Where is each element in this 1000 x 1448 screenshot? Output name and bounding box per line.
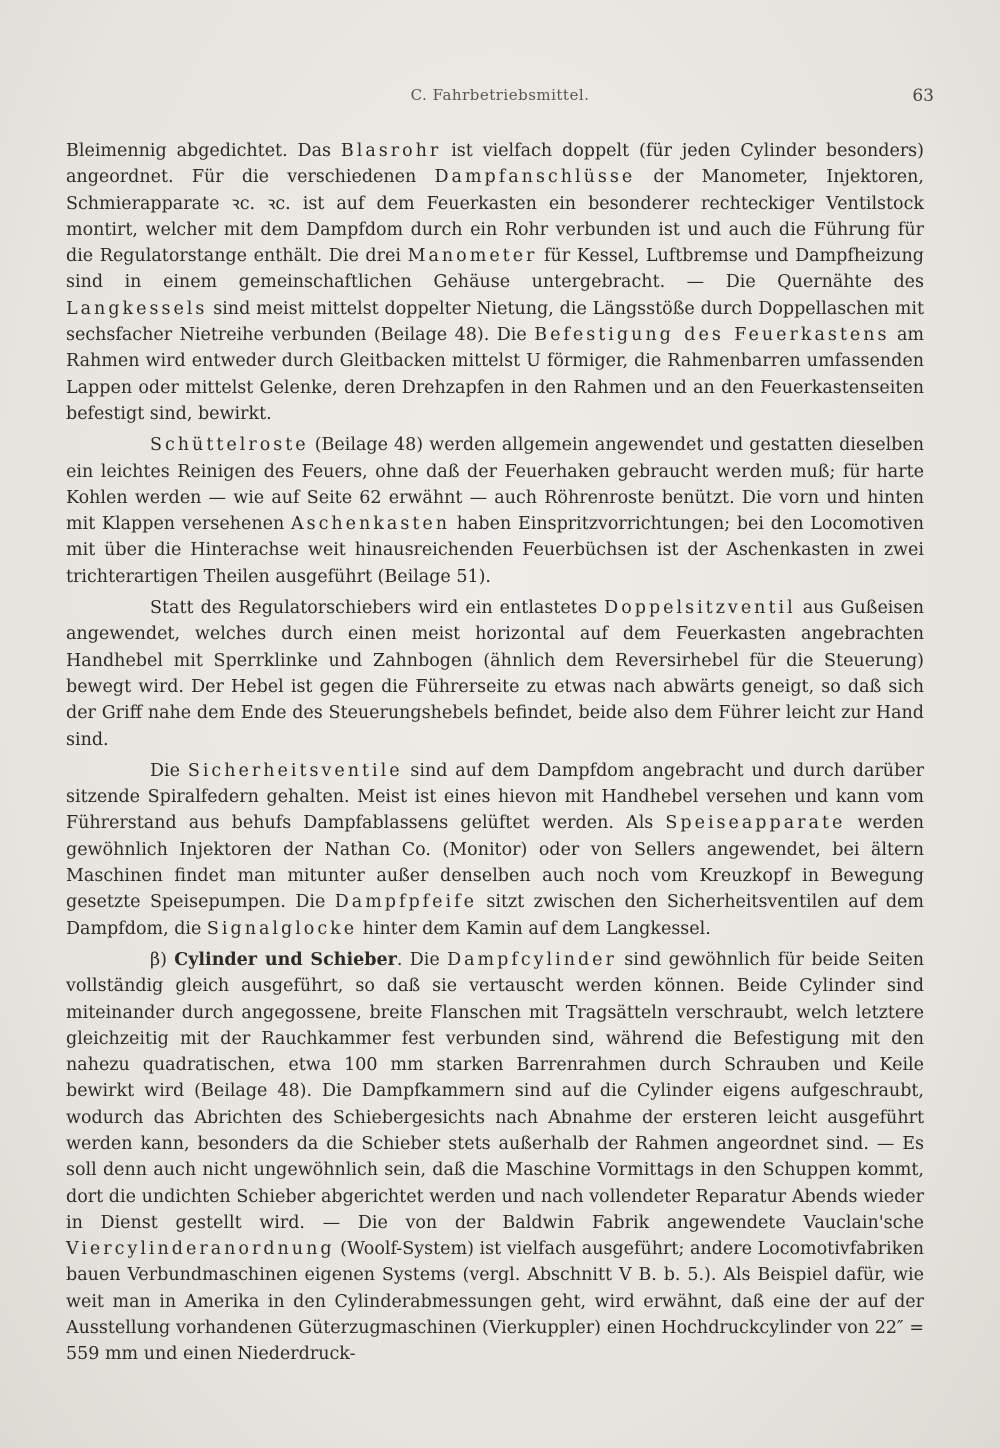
page-number: 63 (912, 86, 934, 106)
text-run: für Kessel, Luftbremse und Dampfheizung sind in einem gemeinschaftlichen Gehäuse untergebracht. — Die Quernähte des (66, 246, 925, 293)
emphasized-term: Speiseapparate (665, 813, 846, 834)
emphasized-term: Befestigung des Feuerkastens (534, 325, 890, 346)
emphasized-term: Doppelsitzventil (604, 598, 796, 619)
paragraph (66, 947, 924, 1368)
paragraph (66, 595, 924, 753)
emphasized-term: Dampfcylinder (447, 949, 617, 970)
emphasized-term: Dampfpfeife (334, 892, 477, 913)
text-run: sind gewöhnlich für beide Seiten vollständig gleich ausgeführt, so daß sie vertauscht werden können. Beide Cylinder sind miteinander durch angegossene, breite Flanschen mit Tragsätteln verschraubt, welch letztere gleichzeitig mit der Rauchkammer fest verbunden sind, während die Befestigung mit den nahezu quadratischen, etwa 100 mm starken Barrenrahmen durch Schrauben und Keile bewirkt wird (Beilage 48). Die Dampfkammern sind auf die Cylinder eigens aufgeschraubt, wodurch das Abrichten des Schiebergesichts nach Abnahme der ersteren leicht ausgeführt werden kann, besonders da die Schieber stets außerhalb der Rahmen angeordnet sind. — Es soll denn auch nicht ungewöhnlich sein, daß die Maschine Vormittags in den Schuppen kommt, dort die undichten Schieber abgerichtet werden und nach vollendeter Reparatur Abends wieder in Dienst gestellt wird. — Die von der Baldwin Fabrik angewendete Vauclain'sche (66, 949, 924, 1233)
text-run: der Manometer, Injektoren, Schmierapparate ꝛc. ꝛc. ist auf dem Feuerkasten ein besonderer rechteckiger Ventilstock montirt, welcher mit dem Dampfdom durch ein Rohr verbunden ist und auch die Führung für die Regulatorstange enthält. Die drei (66, 167, 924, 267)
emphasized-term: Langkessels (66, 298, 208, 319)
text-run: sitzt zwischen den Sicherheitsventilen auf dem Dampfdom, die (66, 892, 924, 939)
emphasized-term: Blasrohr (340, 141, 442, 161)
emphasized-term: Dampfanschlüsse (434, 167, 636, 188)
text-run: sind meist mittelst doppelter Nietung, die Längsstöße durch Doppellaschen mit sechsfacher Nietreihe verbunden (Beilage 48). Die (66, 298, 924, 346)
text-run: (Beilage 48) werden allgemein angewendet und gestatten dieselben ein leichtes Reinigen des Feuers, ohne daß der Feuerhaken gebraucht werden muß; für harte Kohlen werden — wie auf Seite 62 erwähnt — auch Röhrenroste benützt. Die vorn und hinten mit Klappen versehenen (66, 435, 924, 535)
text-run: werden gewöhnlich Injektoren der Nathan Co. (Monitor) oder von Sellers angewendet, bei ältern Maschinen findet man mitunter außer denselben auch noch vom Kreuzkopf in Bewegung gesetzte Speisepumpen. Die (66, 813, 924, 913)
emphasized-term: Schüttelroste (150, 435, 309, 456)
text-run: Die (150, 760, 188, 781)
section-heading: Cylinder und Schieber (174, 949, 397, 970)
text-run: sind auf dem Dampfdom angebracht und durch darüber sitzende Spiralfedern gehalten. Meist ist eines hievon mit Handhebel versehen und kann vom Führerstand aus behufs Dampfablassens gelüftet werden. Als (66, 760, 925, 834)
text-run: Bleimennig abgedichtet. Das (66, 141, 341, 161)
text-run: (Woolf-System) ist vielfach ausgeführt; andere Locomotivfabriken bauen Verbundmaschinen eigenen Systems (vergl. Abschnitt V B. b. 5.). Als Beispiel dafür, wie weit man in Amerika in den Cylinderabmessungen geht, wird erwähnt, daß eine der auf der Ausstellung vorhandenen Güterzugmaschinen (Vierkuppler) einen Hochdruckcylinder von 22″ = 559 mm und einen Niederdruck- (66, 1239, 924, 1365)
paragraph (66, 138, 924, 427)
text-run: β) (150, 949, 175, 970)
text-run: haben Einspritzvorrichtungen; bei den Locomotiven mit über die Hinterachse weit hinausreichenden Feuerbüchsen ist der Aschenkasten in zwei trichterartigen Theilen ausgeführt (Beilage 51). (66, 514, 924, 587)
emphasized-term: Sicherheitsventile (187, 760, 403, 781)
text-run: aus Gußeisen angewendet, welches durch einen meist horizontal auf dem Feuerkasten angebrachten Handhebel mit Sperrklinke und Zahnbogen (ähnlich dem Reversirhebel für die Steuerung) bewegt wird. Der Hebel ist gegen die Führerseite zu etwas nach abwärts geneigt, so daß sich der Griff nahe dem Ende des Steuerungshebels befindet, beide also dem Führer leicht zur Hand sind. (66, 598, 924, 750)
emphasized-term: Signalglocke (206, 918, 358, 939)
text-run: am Rahmen wird entweder durch Gleitbacken mittelst U förmiger, die Rahmenbarren umfassenden Lappen oder mittelst Gelenke, deren Drehzapfen in den Rahmen und an den Feuerkastenseiten befestigt sind, bewirkt. (66, 325, 924, 424)
body-text (66, 138, 924, 1368)
page-header (66, 86, 934, 112)
text-run: ist vielfach doppelt (für jeden Cylinder besonders) angeordnet. Für die verschiedenen (66, 141, 924, 188)
text-run: . Die (396, 949, 448, 970)
running-head: C. Fahrbetriebsmittel. (410, 86, 590, 104)
text-run: hinter dem Kamin auf dem Langkessel. (357, 918, 711, 939)
text-run: Statt des Regulatorschiebers wird ein entlastetes (150, 598, 605, 619)
emphasized-term: Manometer (407, 246, 538, 267)
emphasized-term: Aschenkasten (290, 514, 450, 535)
emphasized-term: Viercylinderanordnung (66, 1239, 335, 1260)
paragraph (66, 758, 924, 942)
paragraph (66, 432, 924, 590)
